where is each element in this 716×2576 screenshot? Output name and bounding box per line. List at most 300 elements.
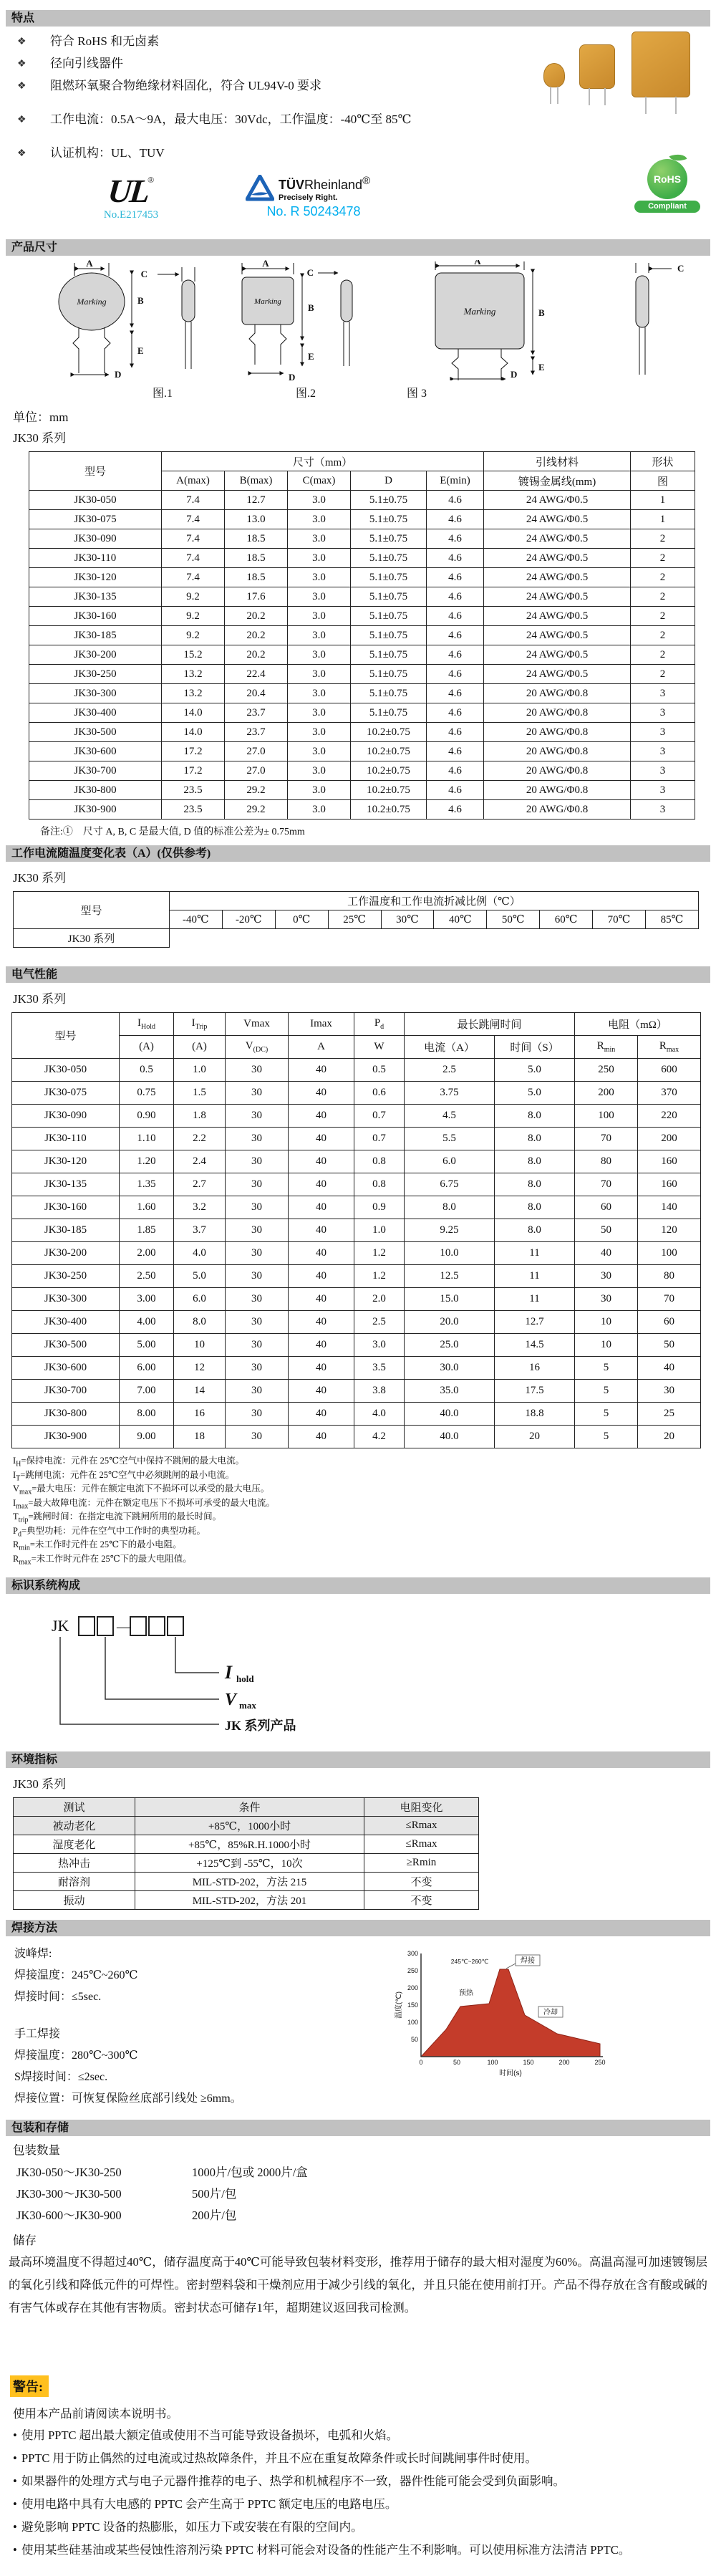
table-cell: 8.0 (495, 1128, 575, 1150)
col-unit-imax: A (289, 1036, 354, 1059)
table-cell: 3.0 (288, 607, 351, 626)
table-cell: 30 (226, 1426, 289, 1448)
table-cell: 27.0 (225, 742, 288, 761)
table-cell: 20 (495, 1426, 575, 1448)
table-cell: 1.0 (174, 1059, 226, 1082)
table-cell: 60℃ (540, 910, 593, 929)
table-cell: 7.4 (162, 491, 225, 510)
col-group-derating: 工作温度和工作电流折减比例（℃） (170, 892, 699, 910)
table-cell: 3.0 (288, 703, 351, 723)
table-cell: 24 AWG/Φ0.5 (484, 568, 631, 587)
table-cell: 4.0 (354, 1403, 405, 1426)
table-cell: 5 (575, 1426, 638, 1448)
row-label: JK30 系列 (14, 929, 170, 948)
table-cell: 5.1±0.75 (351, 626, 427, 645)
table-cell: 30 (226, 1082, 289, 1105)
packaging-qty-label: 包装数量 (13, 2143, 60, 2157)
table-cell: 30 (575, 1265, 638, 1288)
list-item (17, 53, 535, 75)
table-cell: 4.6 (427, 665, 484, 684)
table-cell: 3 (631, 703, 695, 723)
list-item-text: 避免影响 PPTC 设备的热膨胀，如压力下或安装在有限的空间内。 (21, 2520, 363, 2534)
table-row (29, 684, 695, 703)
table-cell: 20.2 (225, 626, 288, 645)
bullet-icon: ❖ (17, 148, 26, 159)
table-row (29, 510, 695, 529)
table-cell: 5.1±0.75 (351, 491, 427, 510)
table-cell: 30 (226, 1311, 289, 1334)
table-cell: 耐溶剂 (14, 1873, 135, 1891)
table-cell: 3.0 (288, 568, 351, 587)
table-row (14, 2161, 387, 2182)
table-cell: 1.20 (120, 1150, 174, 1173)
table-cell: 24 AWG/Φ0.5 (484, 626, 631, 645)
hand-solder-time: S焊接时间：≤2sec. (14, 2071, 108, 2083)
table-cell: 4.2 (354, 1426, 405, 1448)
col-header-a: A(max) (162, 471, 225, 491)
table-row (29, 626, 695, 645)
table-cell: 20 AWG/Φ0.8 (484, 703, 631, 723)
soldering-section (6, 1943, 710, 2110)
table-cell: JK30-185 (12, 1219, 120, 1242)
dim-letter-c: C (140, 269, 147, 279)
features-section (6, 31, 710, 165)
list-item (13, 2539, 710, 2562)
table-cell: JK30-500 (29, 723, 162, 742)
col-header-condition: 条件 (135, 1798, 364, 1817)
table-cell: +85℃，1000小时 (135, 1817, 364, 1835)
table-cell: 22.4 (225, 665, 288, 684)
table-cell: JK30-050 (29, 491, 162, 510)
marking-label-series: JK 系列产品 (225, 1719, 296, 1733)
table-cell: 4.6 (427, 491, 484, 510)
device-lead (557, 87, 558, 104)
table-cell: 25 (638, 1403, 701, 1426)
table-cell: 2.5 (354, 1311, 405, 1334)
table-cell: 30 (226, 1128, 289, 1150)
table-cell: 30 (226, 1105, 289, 1128)
table-cell: 11 (495, 1288, 575, 1311)
col-header-ihold: $I_{Hold}$ (120, 1013, 174, 1036)
table-row (12, 1288, 701, 1311)
table-row (14, 1873, 479, 1891)
table-cell: ≥Rmin (364, 1854, 479, 1873)
product-photo-device-medium (579, 44, 615, 89)
table-cell: 40 (289, 1196, 354, 1219)
table-cell: 17.2 (162, 761, 225, 781)
table-cell: JK30-500 (12, 1334, 120, 1357)
table-row (12, 1105, 701, 1128)
table-cell: 20.4 (225, 684, 288, 703)
svg-text:300: 300 (407, 1950, 418, 1957)
table-cell: 9.25 (405, 1219, 495, 1242)
table-row (29, 800, 695, 820)
table-cell: 0.5 (120, 1059, 174, 1082)
table-cell: 100 (575, 1105, 638, 1128)
product-photo-device-large (632, 32, 690, 97)
table-cell: 11 (495, 1265, 575, 1288)
table-cell: 5.0 (174, 1265, 226, 1288)
spacer (14, 2008, 306, 2024)
table-cell: 20 AWG/Φ0.8 (484, 761, 631, 781)
table-cell: 50 (575, 1219, 638, 1242)
svg-text:100: 100 (407, 2019, 418, 2026)
svg-text:200: 200 (407, 1984, 418, 1991)
table-cell: 4.6 (427, 781, 484, 800)
dimension-table-body (29, 491, 695, 820)
table-cell: 24 AWG/Φ0.5 (484, 607, 631, 626)
table-cell: 40 (289, 1105, 354, 1128)
environment-table (13, 1797, 479, 1910)
table-cell: 8.0 (495, 1173, 575, 1196)
table-cell: 3 (631, 723, 695, 742)
table-cell: 30 (226, 1059, 289, 1082)
table-cell: 4.00 (120, 1311, 174, 1334)
list-item-text: 符合 RoHS 和无卤素 (50, 34, 160, 48)
table-cell: 1.0 (354, 1219, 405, 1242)
col-header-imax: Imax (289, 1013, 354, 1036)
section-header-electrical (6, 966, 710, 983)
table-cell: 3.5 (354, 1357, 405, 1380)
table-cell: 10 (575, 1311, 638, 1334)
table-cell: 被动老化 (14, 1817, 135, 1835)
svg-text:250: 250 (407, 1967, 418, 1974)
table-cell: 12.7 (225, 491, 288, 510)
table-cell: JK30-250 (12, 1265, 120, 1288)
table-cell: 4.6 (427, 510, 484, 529)
section-title: 环境指标 (11, 1754, 58, 1766)
table-cell: 3.8 (354, 1380, 405, 1403)
table-cell: JK30-050 (12, 1059, 120, 1082)
table-row (12, 1059, 701, 1082)
solder-profile-chart (392, 1943, 614, 2087)
table-cell: 140 (638, 1196, 701, 1219)
table-cell: JK30-250 (29, 665, 162, 684)
table-cell: 3 (631, 684, 695, 703)
col-header-c: C(max) (288, 471, 351, 491)
table-cell: 40 (289, 1357, 354, 1380)
table-cell: 8.0 (495, 1150, 575, 1173)
table-row (29, 665, 695, 684)
table-cell: 8.0 (495, 1219, 575, 1242)
marking-label-ihold-sub: hold (236, 1673, 254, 1684)
table-cell: 8.0 (495, 1196, 575, 1219)
table-cell: JK30-160 (12, 1196, 120, 1219)
table-cell: 8.0 (495, 1105, 575, 1128)
col-header-shape: 形状 (631, 452, 695, 471)
features-list (6, 31, 535, 165)
ul-logo (84, 175, 178, 221)
table-cell: ≤Rmax (364, 1835, 479, 1854)
table-cell: 1.10 (120, 1128, 174, 1150)
table-cell: 3.0 (288, 549, 351, 568)
list-item (13, 2493, 710, 2516)
table-cell: 40 (289, 1288, 354, 1311)
table-cell: 220 (638, 1105, 701, 1128)
table-row (29, 645, 695, 665)
table-cell: 5.1±0.75 (351, 510, 427, 529)
table-cell: 20 AWG/Φ0.8 (484, 742, 631, 761)
table-cell: 200片/包 (192, 2209, 237, 2222)
table-cell: 4.6 (427, 529, 484, 549)
list-item (17, 109, 535, 131)
col-header-rmin: $R_{min}$ (575, 1036, 638, 1059)
table-cell: 14 (174, 1380, 226, 1403)
table-cell: 3.0 (288, 587, 351, 607)
y-axis-label: 温度(℃) (395, 1991, 403, 2019)
table-cell: 13.2 (162, 684, 225, 703)
table-cell: 40 (289, 1403, 354, 1426)
tuv-logo (246, 175, 382, 219)
table-row (29, 491, 695, 510)
table-cell: 5 (575, 1403, 638, 1426)
table-cell: 23.5 (162, 781, 225, 800)
table-cell: 9.2 (162, 626, 225, 645)
table-cell: 4.6 (427, 723, 484, 742)
table-cell: 40 (575, 1242, 638, 1265)
table-cell: JK30-400 (29, 703, 162, 723)
table-cell: 热冲击 (14, 1854, 135, 1873)
dim-letter-a: A (474, 260, 481, 266)
table-cell: 30 (226, 1242, 289, 1265)
section-title: 包装和存储 (11, 2122, 69, 2134)
warning-intro: 使用本产品前请阅读本说明书。 (13, 2407, 178, 2421)
col-header-vmax: Vmax (226, 1013, 289, 1036)
table-cell: 40 (289, 1265, 354, 1288)
col-header-resistance-change: 电阻变化 (364, 1798, 479, 1817)
table-cell: 7.4 (162, 529, 225, 549)
table-cell: 9.00 (120, 1426, 174, 1448)
section-header-environment (6, 1751, 710, 1768)
definition-line: $P_d=$典型功耗：元件在空气中工作时的典型功耗。 (13, 1525, 206, 1538)
table-cell: 24 AWG/Φ0.5 (484, 549, 631, 568)
table-header-row (29, 452, 695, 471)
table-cell: 5.1±0.75 (351, 645, 427, 665)
table-cell: 0.8 (354, 1150, 405, 1173)
peak-temp-annotation: 245℃~260℃ (450, 1958, 489, 1965)
table-cell: 4.6 (427, 549, 484, 568)
table-cell: 30℃ (381, 910, 434, 929)
col-header-test: 测试 (14, 1798, 135, 1817)
list-item-text: 使用电路中具有大电感的 PPTC 会产生高于 PPTC 额定电压的电路电压。 (21, 2497, 397, 2511)
col-header-pd: $P_d$ (354, 1013, 405, 1036)
table-cell: JK30-185 (29, 626, 162, 645)
definition-line: $R_{min}=$未工作时元件在 25℃下的最小电阻。 (13, 1539, 182, 1552)
svg-text:250: 250 (594, 2059, 606, 2066)
table-header-row (12, 1013, 701, 1036)
list-item-text: PPTC 用于防止偶然的过电流或过热故障条件，并且不应在重复故障条件或长时间跳闸事件时使用。 (21, 2451, 538, 2465)
table-row (29, 703, 695, 723)
table-cell: 3.0 (288, 684, 351, 703)
table-cell: JK30-600～JK30-900 (16, 2209, 122, 2222)
table-row (12, 1380, 701, 1403)
col-unit-ihold: (A) (120, 1036, 174, 1059)
table-cell: JK30-110 (29, 549, 162, 568)
table-cell: 30.0 (405, 1357, 495, 1380)
table-cell: 30 (226, 1196, 289, 1219)
storage-label: 储存 (13, 2234, 37, 2247)
temperature-profile-area (421, 1969, 600, 2057)
table-cell: 18.5 (225, 549, 288, 568)
table-cell: 0.75 (120, 1082, 174, 1105)
table-cell: 7.00 (120, 1380, 174, 1403)
table-cell: JK30-135 (29, 587, 162, 607)
table-cell: JK30-200 (12, 1242, 120, 1265)
table-cell: 2.50 (120, 1265, 174, 1288)
table-cell: 160 (638, 1173, 701, 1196)
marking-label-vmax-base: V (225, 1691, 237, 1709)
wave-solder-label: 波峰焊: (14, 1948, 52, 1960)
table-cell: 40 (638, 1357, 701, 1380)
table-cell: 1.35 (120, 1173, 174, 1196)
col-header-b: B(max) (225, 471, 288, 491)
tuv-name (279, 175, 370, 193)
dim-letter-b: B (308, 302, 314, 313)
table-cell: JK30-300 (12, 1288, 120, 1311)
svg-text:150: 150 (407, 2001, 418, 2009)
table-cell: 5.1±0.75 (351, 607, 427, 626)
table-cell: 1.8 (174, 1105, 226, 1128)
table-cell: 20 AWG/Φ0.8 (484, 684, 631, 703)
table-cell: 振动 (14, 1891, 135, 1910)
rohs-globe-icon (647, 159, 687, 199)
table-cell: 18 (174, 1426, 226, 1448)
table-cell: 2 (631, 587, 695, 607)
table-cell: JK30-300 (29, 684, 162, 703)
table-cell: 2.2 (174, 1128, 226, 1150)
table-row (29, 742, 695, 761)
table-cell: 6.0 (405, 1150, 495, 1173)
table-cell: 50℃ (487, 910, 540, 929)
bullet-icon: • (13, 2428, 17, 2442)
table-cell: 14.5 (495, 1334, 575, 1357)
table-cell: 10.0 (405, 1242, 495, 1265)
table-cell: 17.5 (495, 1380, 575, 1403)
table-cell: 7.4 (162, 568, 225, 587)
table-cell: 5.0 (495, 1082, 575, 1105)
section-header-derating (6, 845, 710, 862)
table-cell: 80 (575, 1150, 638, 1173)
table-cell: 40 (289, 1334, 354, 1357)
col-header-model: 型号 (14, 892, 170, 929)
table-cell: 3.0 (354, 1334, 405, 1357)
col-header-trip-time: 时间（S） (495, 1036, 575, 1059)
section-title: 特点 (11, 12, 35, 24)
table-cell: MIL-STD-202，方法 201 (135, 1891, 364, 1910)
table-cell: +85℃，85%R.H.1000小时 (135, 1835, 364, 1854)
electrical-table-body (12, 1059, 701, 1448)
table-cell: JK30-800 (29, 781, 162, 800)
table-cell: 1.60 (120, 1196, 174, 1219)
table-cell: 80 (638, 1265, 701, 1288)
list-item (17, 143, 535, 165)
table-cell: 30 (226, 1288, 289, 1311)
table-cell: 18.5 (225, 568, 288, 587)
table-cell: 4.6 (427, 645, 484, 665)
table-cell: 500片/包 (192, 2187, 237, 2201)
series-label: JK30 系列 (13, 871, 67, 885)
list-item (13, 2516, 710, 2539)
table-cell: 30 (226, 1173, 289, 1196)
table-cell: 2 (631, 626, 695, 645)
figure-1-caption: 图.1 (153, 388, 173, 400)
table-row (12, 1082, 701, 1105)
table-row (29, 568, 695, 587)
bullet-icon: ❖ (17, 115, 26, 125)
table-cell: 24 AWG/Φ0.5 (484, 645, 631, 665)
preheat-annotation: 预热 (459, 1989, 473, 1997)
table-cell: 3.0 (288, 491, 351, 510)
table-cell: 5.00 (120, 1334, 174, 1357)
table-cell: 湿度老化 (14, 1835, 135, 1854)
col-group-dimensions: 尺寸（mm） (162, 452, 484, 471)
table-row (14, 2203, 387, 2225)
environment-table-body (14, 1817, 479, 1910)
figure-2-drawing (242, 263, 352, 373)
table-cell: 20.2 (225, 645, 288, 665)
table-row (29, 723, 695, 742)
table-cell: 60 (575, 1196, 638, 1219)
table-cell: JK30-600 (12, 1357, 120, 1380)
table-row (14, 1854, 479, 1873)
y-axis-ticks (407, 1950, 418, 2043)
warning-section (6, 2375, 710, 2562)
dim-letter-c: C (677, 263, 684, 274)
dim-letter-d: D (115, 369, 122, 380)
bullet-icon: • (13, 2474, 17, 2488)
parameter-definitions (13, 1456, 710, 1567)
section-header-packaging (6, 2120, 710, 2136)
table-cell: 35.0 (405, 1380, 495, 1403)
figure-1-drawing (59, 263, 195, 375)
table-cell: ≤Rmax (364, 1817, 479, 1835)
col-unit-vmax: $V_{(DC)}$ (226, 1036, 289, 1059)
table-row (12, 1242, 701, 1265)
definition-line: $R_{max}=$未工作时元件在 25℃下的最大电阻值。 (13, 1553, 192, 1566)
table-row (14, 929, 699, 948)
table-cell: 5.1±0.75 (351, 703, 427, 723)
dim-letter-d: D (289, 372, 296, 380)
table-cell: 14.0 (162, 723, 225, 742)
table-cell: 40 (289, 1173, 354, 1196)
table-cell: 3.0 (288, 510, 351, 529)
table-cell: 4.6 (427, 703, 484, 723)
table-cell: 14.0 (162, 703, 225, 723)
list-item (13, 2470, 710, 2493)
col-header-model: 型号 (12, 1013, 120, 1059)
section-header-soldering (6, 1920, 710, 1936)
tuv-triangle-icon (246, 175, 274, 202)
hand-solder-position: 焊接位置：可恢复保险丝底部引线处 ≥6mm。 (14, 2092, 242, 2105)
table-cell: 24 AWG/Φ0.5 (484, 510, 631, 529)
table-cell: 200 (575, 1082, 638, 1105)
definition-line: $I_T=$跳闸电流：元件在 25℃空气中必须跳闸的最小电流。 (13, 1469, 235, 1482)
table-cell: 7.4 (162, 549, 225, 568)
section-title: 标识系统构成 (11, 1580, 81, 1592)
table-cell: 5.1±0.75 (351, 549, 427, 568)
table-cell: 1 (631, 491, 695, 510)
table-row (14, 2182, 387, 2203)
table-cell: 12.7 (495, 1311, 575, 1334)
table-cell: 3 (631, 781, 695, 800)
table-row (12, 1128, 701, 1150)
table-cell: 4.6 (427, 800, 484, 820)
table-cell: 2 (631, 568, 695, 587)
rohs-compliant-badge: Compliant (634, 201, 700, 213)
packaging-table-body (14, 2161, 387, 2225)
table-cell: 16 (174, 1403, 226, 1426)
table-row (29, 607, 695, 626)
